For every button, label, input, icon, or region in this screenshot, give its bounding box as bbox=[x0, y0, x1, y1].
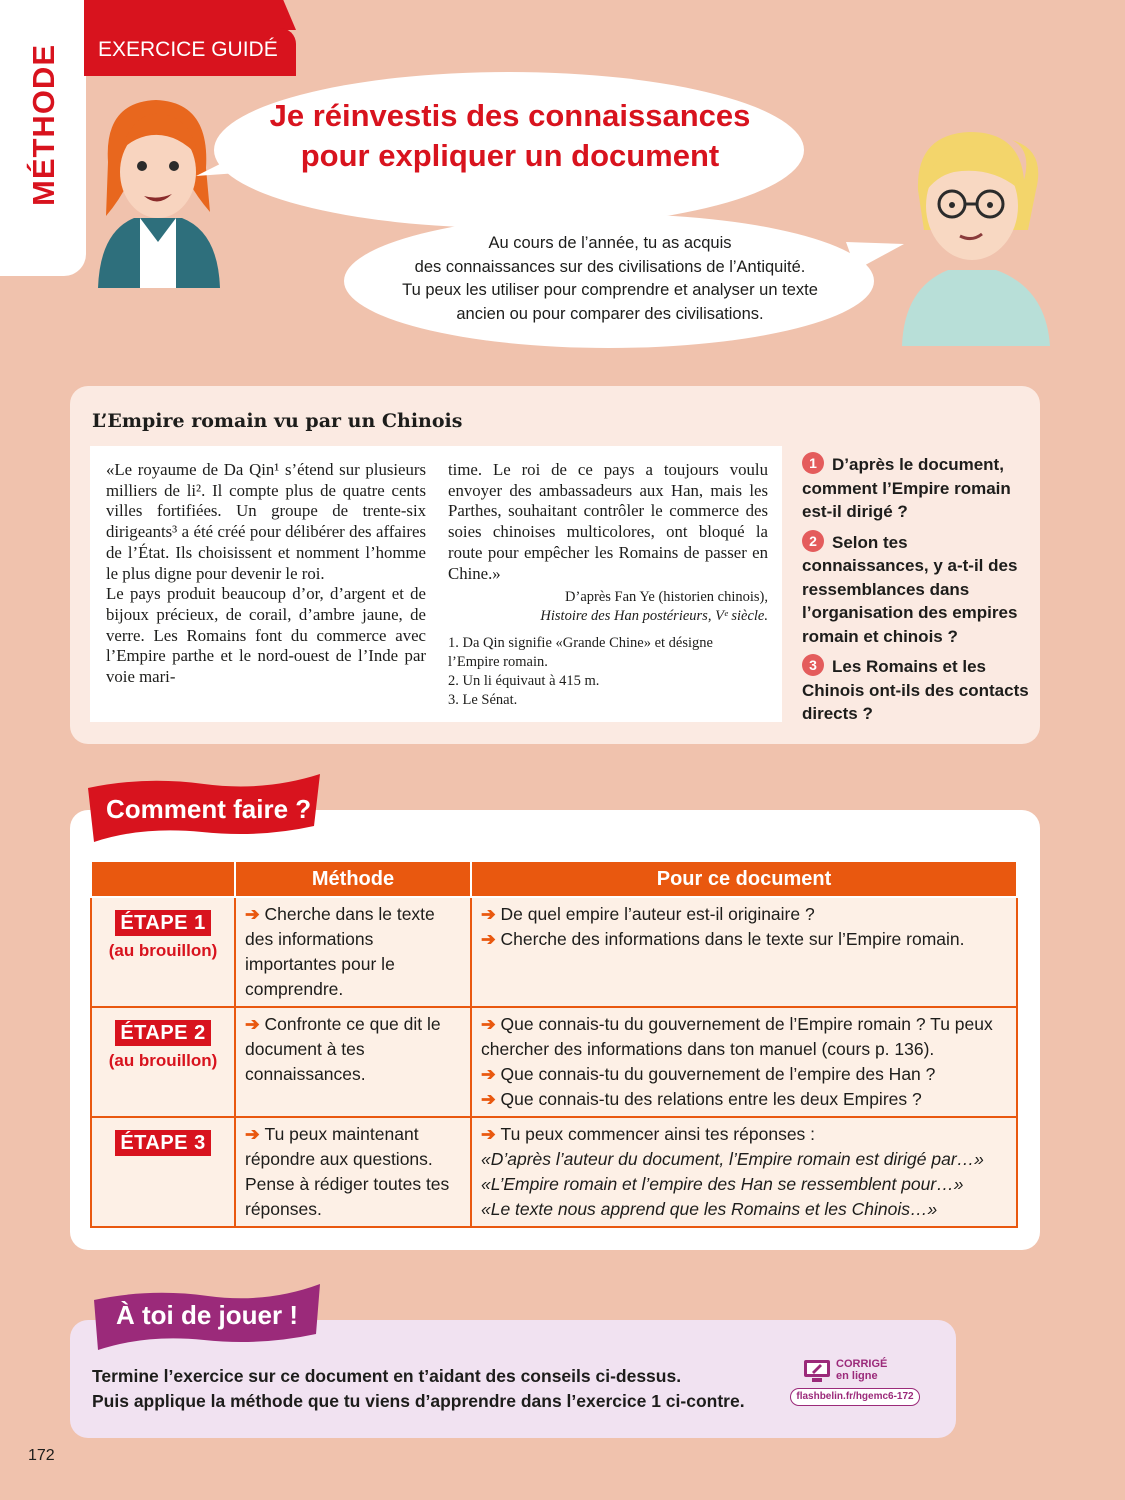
banner-corner bbox=[84, 0, 296, 30]
play-instructions: Termine l’exercice sur ce document en t’aidant des conseils ci-dessus. Puis applique la méthode que tu viens d’apprendre dans l’exercice 1 ci-contre. bbox=[92, 1366, 745, 1411]
method-table bbox=[90, 860, 1018, 1228]
exercise-banner: EXERCICE GUIDÉ bbox=[84, 28, 296, 76]
page-number: 172 bbox=[28, 1447, 55, 1464]
table-row bbox=[91, 1117, 1017, 1227]
document-notes: 1. Da Qin signifie «Grande Chine» et désigne l’Empire romain. 2. Un li équivaut à 415 m. 3. Le Sénat. bbox=[448, 635, 713, 709]
document-column-2: time. Le roi de ce pays a toujours voulu envoyer des ambassadeurs aux Han, mais les Parthes, souhaitant contrôler le commerce des soies chinoises multicolores, ont bloqué la route pour empêcher les Romains de passer en Chine.» D’après Fan Ye (historien chinois), Histoire des Han postérieurs, Vᵉ siècle. 1. Da Qin signifie «Grande Chine» et désigne l’Empire romain. 2. Un li équivaut à 415 m. 3. Le Sénat. bbox=[448, 460, 768, 709]
document-cell: ➔ Que connais-tu du gouvernement de l’Empire romain ? Tu peux chercher des informations dans ton manuel (cours p. 136). ➔ Que connais-tu du gouvernement de l’empire des Han ? ➔ Que connais-tu des relations entre les deux Empires ? bbox=[471, 1007, 1017, 1117]
corrige-url[interactable]: flashbelin.fr/hgemc6-172 bbox=[790, 1388, 920, 1406]
arrow-icon: ➔ bbox=[481, 904, 501, 924]
document-cell: ➔ De quel empire l’auteur est-il originaire ? ➔ Cherche des informations dans le texte sur l’Empire romain. bbox=[471, 897, 1017, 1007]
table-header-empty bbox=[91, 861, 235, 897]
arrow-icon: ➔ bbox=[245, 1124, 265, 1144]
section-label: MÉTHODE bbox=[26, 44, 61, 206]
intro-text: Au cours de l’année, tu as acquis des connaissances sur des civilisations de l’Antiquité. Tu peux les utiliser pour comprendre et analyser un texte ancien ou pour comparer des civilisations. bbox=[402, 234, 818, 323]
arrow-icon: ➔ bbox=[245, 904, 265, 924]
arrow-icon: ➔ bbox=[481, 929, 501, 949]
method-cell: ➔ Tu peux maintenant répondre aux questions. Pense à rédiger toutes tes réponses. bbox=[235, 1117, 471, 1227]
question-2: 2 Selon tes connaissances, y a-t-il des ressemblances dans l’organisation des empires romain et chinois ? bbox=[802, 530, 1032, 649]
corrige-label: CORRIGÉ en ligne bbox=[836, 1358, 888, 1382]
arrow-icon: ➔ bbox=[481, 1124, 501, 1144]
method-cell: ➔ Cherche dans le texte des informations importantes pour le comprendre. bbox=[235, 897, 471, 1007]
step-cell: ÉTAPE 1 (au brouillon) bbox=[91, 897, 235, 1007]
teacher-illustration bbox=[896, 120, 1056, 346]
computer-icon bbox=[802, 1358, 832, 1384]
document-title: L’Empire romain vu par un Chinois bbox=[92, 410, 463, 432]
arrow-icon: ➔ bbox=[481, 1089, 501, 1109]
document-source: D’après Fan Ye (historien chinois), Histoire des Han postérieurs, Vᵉ siècle. bbox=[540, 589, 768, 625]
document-column-1: «Le royaume de Da Qin¹ s’étend sur plusieurs milliers de li². Il compte plus de quatre cents villes fortifiées. Un groupe de trente-six dirigeants³ a été créé pour délibérer des affaires de l’État. Ils choisissent et nomment l’homme le plus digne pour devenir le roi. Le pays produit beaucoup d’or, d’argent et de bijoux précieux, de corail, d’ambre jaune, de verre. Les Romains font du commerce avec l’Empire parthe et le nord-ouest de l’Inde par voie mari- bbox=[106, 460, 426, 687]
student-girl-illustration bbox=[94, 92, 224, 288]
question-3: 3 Les Romains et les Chinois ont-ils des contacts directs ? bbox=[802, 654, 1032, 726]
method-flag-label: Comment faire ? bbox=[106, 794, 312, 824]
table-row bbox=[91, 1007, 1017, 1117]
arrow-icon: ➔ bbox=[481, 1014, 501, 1034]
table-header-document: Pour ce document bbox=[471, 861, 1017, 897]
number-badge: 3 bbox=[802, 654, 824, 676]
arrow-icon: ➔ bbox=[481, 1064, 501, 1084]
arrow-icon: ➔ bbox=[245, 1014, 265, 1034]
question-1: 1 D’après le document, comment l’Empire romain est-il dirigé ? bbox=[802, 452, 1032, 524]
number-badge: 2 bbox=[802, 530, 824, 552]
document-cell: ➔ Tu peux commencer ainsi tes réponses : «D’après l’auteur du document, l’Empire romain est dirigé par…» «L’Empire romain et l’empire des Han se ressemblent pour…» «Le texte nous apprend que les Romains et les Chinois…» bbox=[471, 1117, 1017, 1227]
table-header-row bbox=[91, 861, 1017, 897]
questions-list bbox=[802, 452, 1032, 732]
table-header-methode: Méthode bbox=[235, 861, 471, 897]
number-badge: 1 bbox=[802, 452, 824, 474]
step-cell: ÉTAPE 2 (au brouillon) bbox=[91, 1007, 235, 1117]
step-cell: ÉTAPE 3 bbox=[91, 1117, 235, 1227]
method-cell: ➔ Confronte ce que dit le document à tes connaissances. bbox=[235, 1007, 471, 1117]
table-row bbox=[91, 897, 1017, 1007]
play-flag-label: À toi de jouer ! bbox=[116, 1300, 298, 1330]
page-title: Je réinvestis des connaissances pour expliquer un document bbox=[269, 98, 751, 173]
